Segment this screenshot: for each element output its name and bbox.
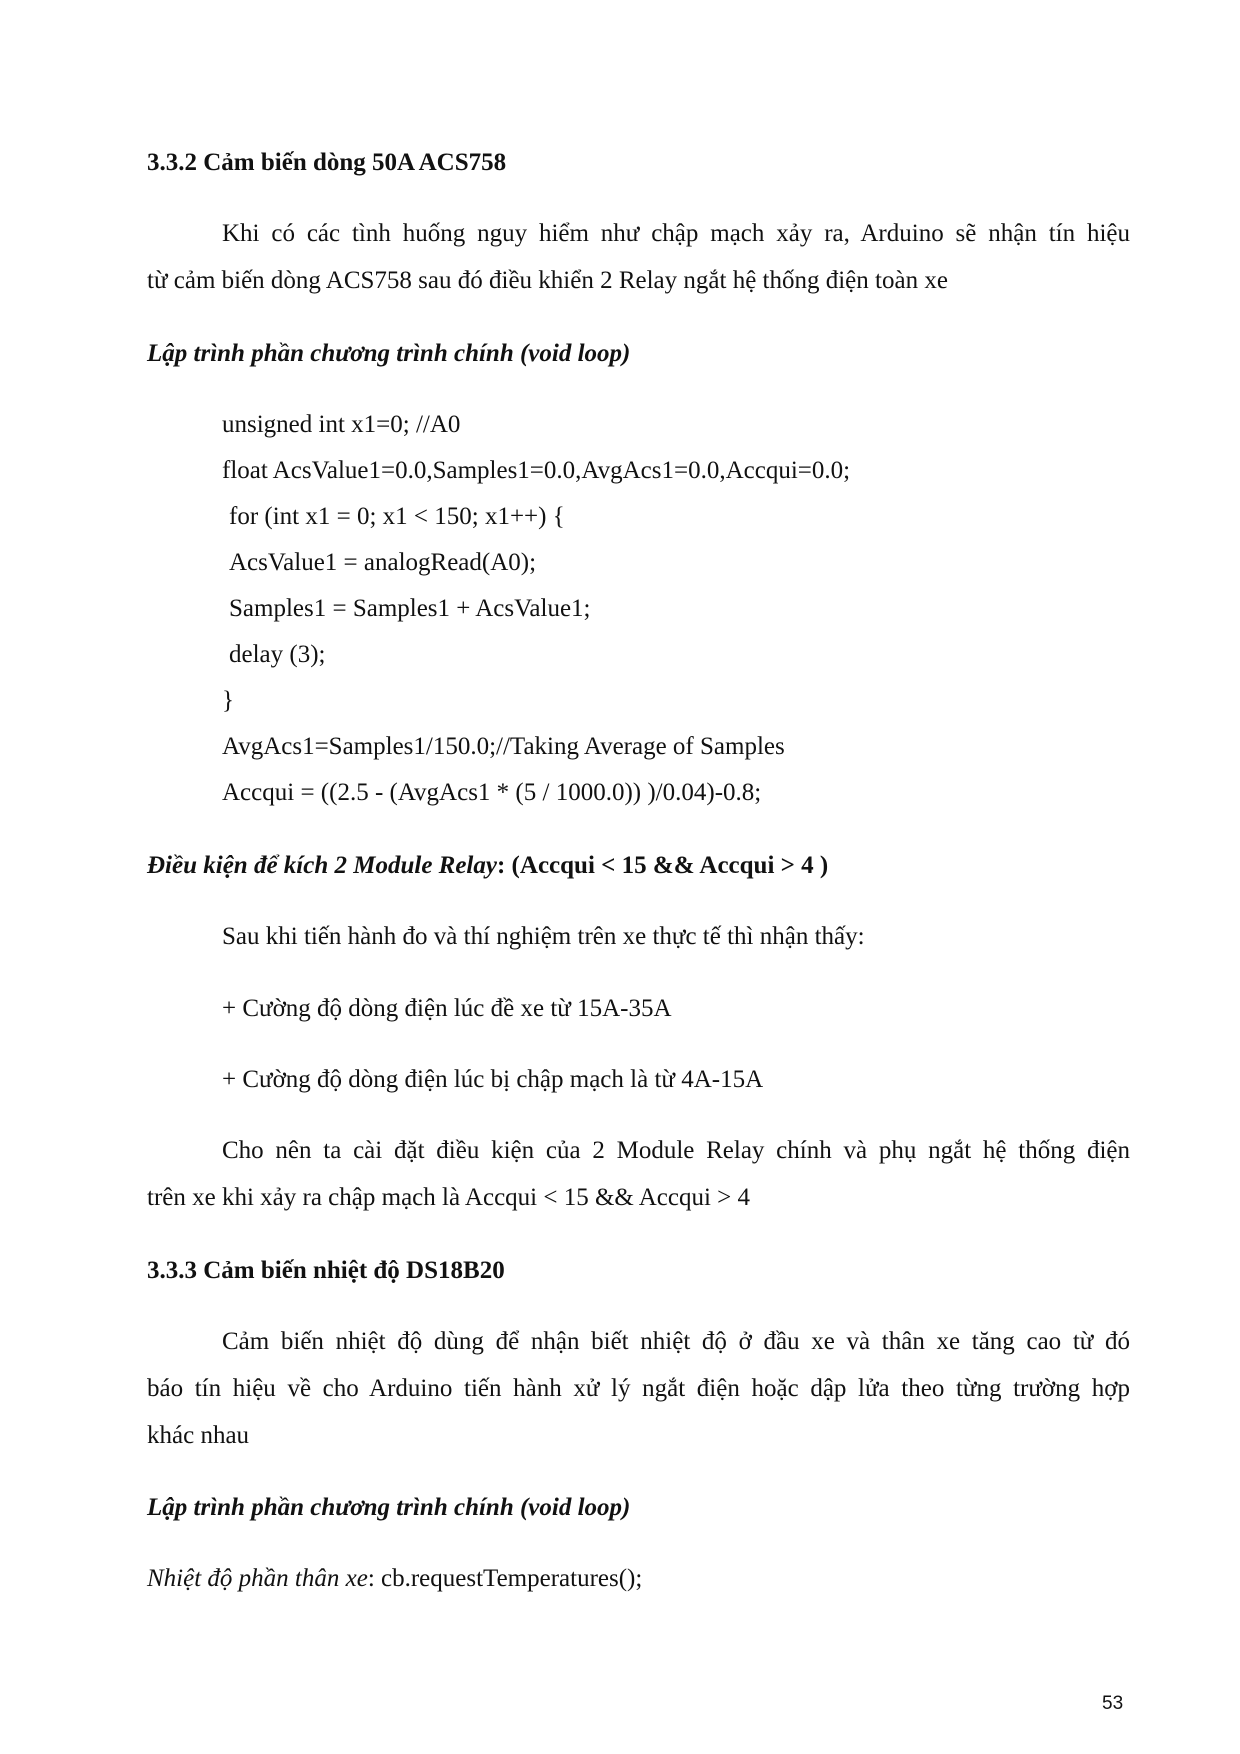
code-line: AcsValue1 = analogRead(A0); [229,549,537,576]
bullet-start-current: + Cường độ dòng điện lúc đề xe từ 15A-35A [222,995,672,1022]
paragraph-intro-332 [147,219,1130,249]
paragraph-conclusion-332 [147,1136,1130,1166]
relay-condition-label: Điều kiện để kích 2 Module Relay [147,852,497,879]
paragraph-line: trên xe khi xảy ra chập mạch là Accqui < 15 && Accqui > 4 [147,1184,751,1211]
body-temperature-line [147,1564,642,1594]
paragraph-line: Cảm biến nhiệt độ dùng để nhận biết nhiệt độ ở đầu xe và thân xe tăng cao từ đó [222,1328,1130,1355]
subheading-void-loop-333: Lập trình phần chương trình chính (void loop) [147,1494,631,1521]
section-heading-3-3-2: 3.3.2 Cảm biến dòng 50A ACS758 [147,149,507,176]
bullet-short-circuit-current: + Cường độ dòng điện lúc bị chập mạch là từ 4A-15A [222,1066,764,1093]
section-heading-3-3-3: 3.3.3 Cảm biến nhiệt độ DS18B20 [147,1257,505,1284]
body-temperature-code: : cb.requestTemperatures(); [367,1565,643,1592]
paragraph-intro-333 [147,1327,1130,1404]
paragraph-line: từ cảm biến dòng ACS758 sau đó điều khiển 2 Relay ngắt hệ thống điện toàn xe [147,267,948,294]
result-intro: Sau khi tiến hành đo và thí nghiệm trên xe thực tế thì nhận thấy: [222,923,865,950]
code-line: AvgAcs1=Samples1/150.0;//Taking Average of Samples [222,733,785,760]
code-line: unsigned int x1=0; //A0 [222,411,461,438]
paragraph-line: khác nhau [147,1422,250,1449]
code-line: for (int x1 = 0; x1 < 150; x1++) { [229,503,565,530]
code-line: Samples1 = Samples1 + AcsValue1; [229,595,591,622]
code-line: delay (3); [229,641,326,668]
paragraph-line: Cho nên ta cài đặt điều kiện của 2 Module Relay chính và phụ ngắt hệ thống điện [222,1137,1130,1164]
paragraph-line: báo tín hiệu về cho Arduino tiến hành xử lý ngắt điện hoặc dập lửa theo từng trường hợp [147,1375,1130,1402]
page-number: 53 [1102,1693,1124,1714]
body-temperature-label: Nhiệt độ phần thân xe [147,1565,368,1592]
paragraph-line: Khi có các tình huống nguy hiểm như chập mạch xảy ra, Arduino sẽ nhận tín hiệu [222,220,1130,247]
code-line: Accqui = ((2.5 - (AvgAcs1 * (5 / 1000.0)) )/0.04)-0.8; [222,779,762,806]
code-line: } [222,687,234,714]
relay-condition-value: : (Accqui < 15 && Accqui > 4 ) [496,852,829,879]
code-line: float AcsValue1=0.0,Samples1=0.0,AvgAcs1=0.0,Accqui=0.0; [222,457,851,484]
subheading-void-loop-332: Lập trình phần chương trình chính (void loop) [147,340,631,367]
relay-condition [147,851,828,881]
